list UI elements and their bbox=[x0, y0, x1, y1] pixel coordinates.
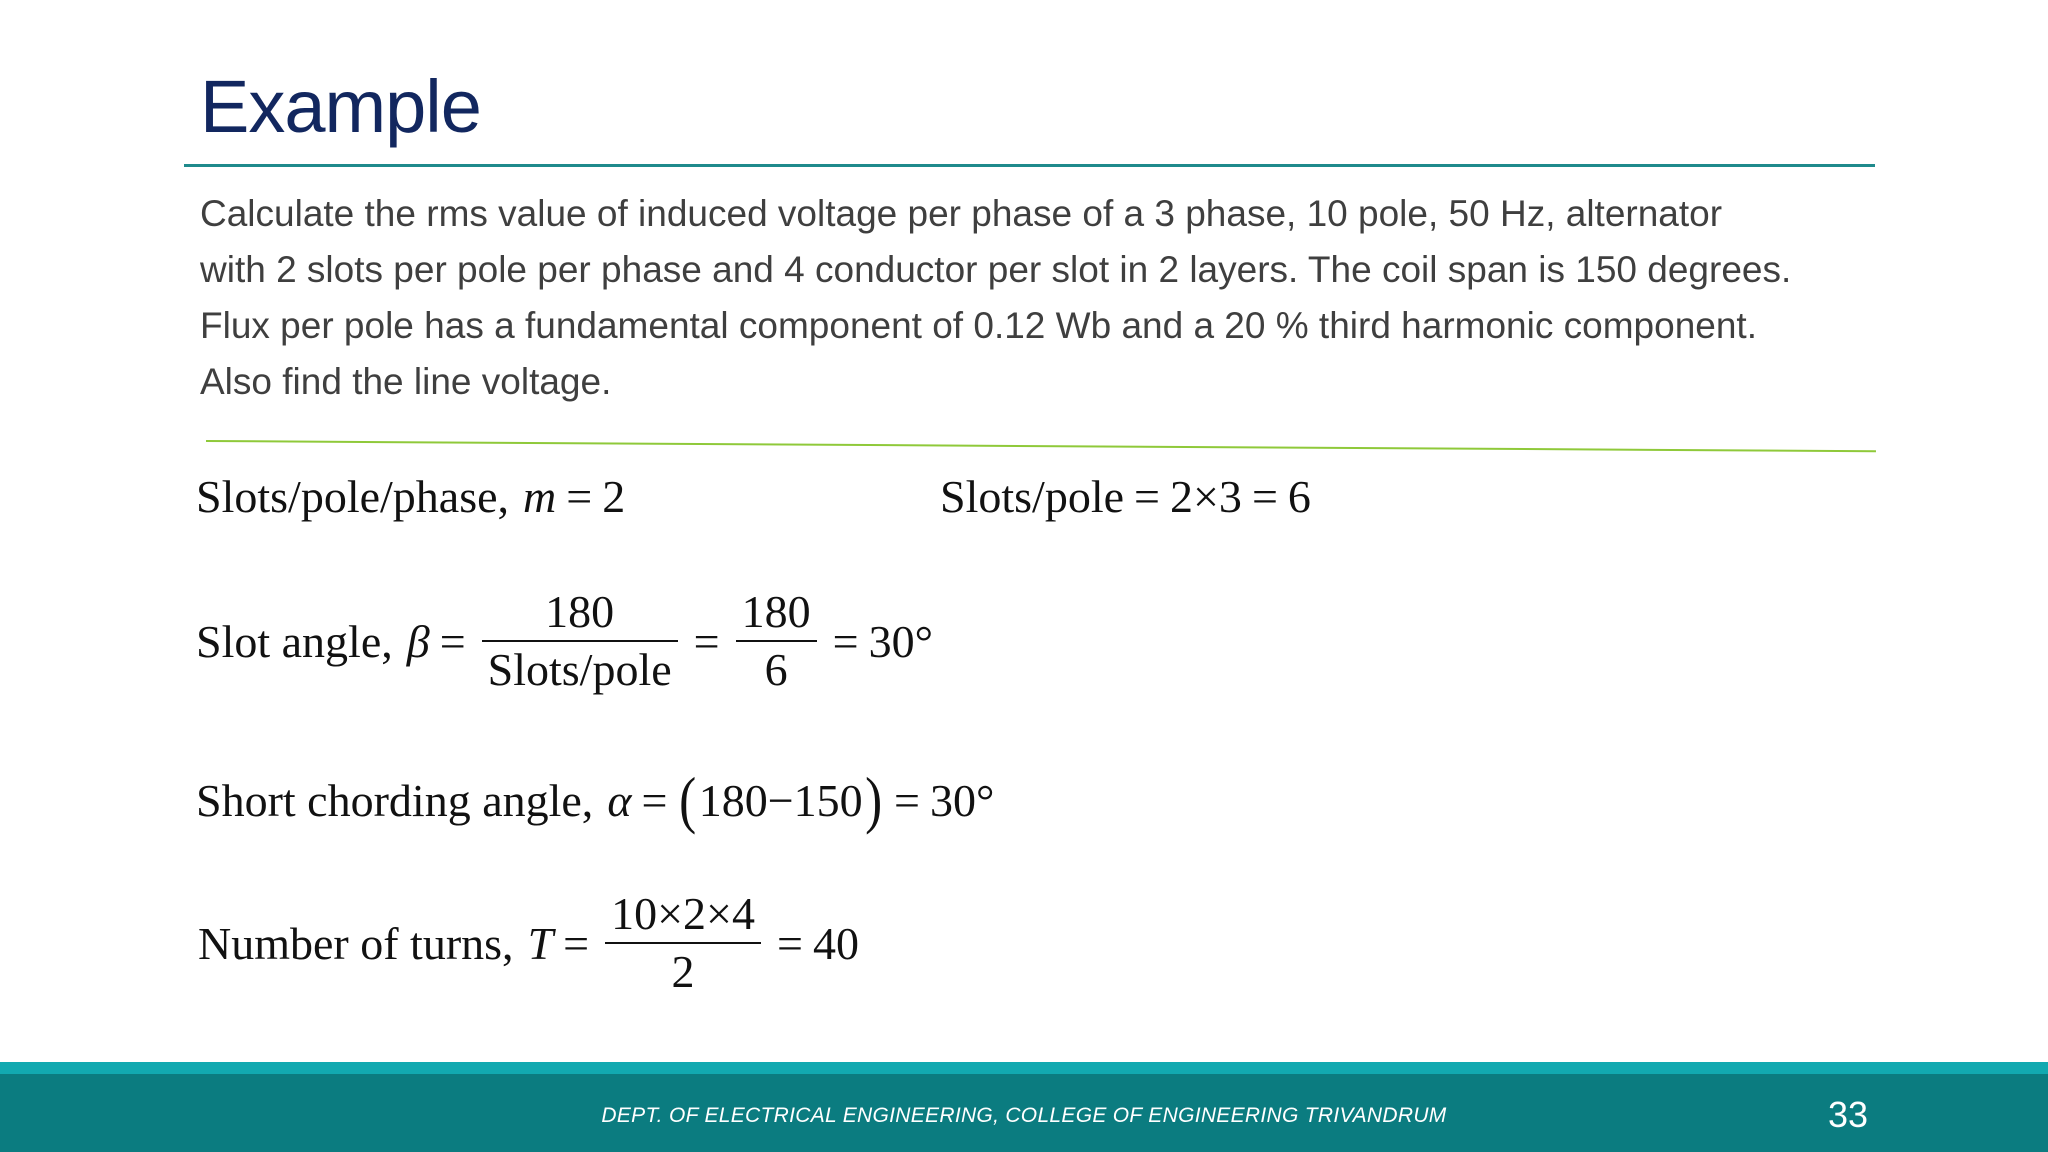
section-divider bbox=[206, 440, 1876, 452]
fraction-denominator: 6 bbox=[764, 644, 788, 696]
eq-label: Slots/pole/phase, bbox=[196, 471, 510, 522]
fraction bbox=[482, 588, 678, 695]
eq-variable: T bbox=[527, 917, 554, 969]
left-paren: ( bbox=[679, 764, 697, 835]
eq-variable: m bbox=[523, 471, 557, 522]
eq-equals: = bbox=[832, 615, 859, 667]
fraction-numerator: 10×2×4 bbox=[611, 888, 755, 939]
eq-value: 30° bbox=[868, 615, 933, 667]
equation-number-of-turns bbox=[198, 890, 859, 997]
problem-line: Calculate the rms value of induced voltage per phase of a 3 phase, 10 pole, 50 Hz, alternator bbox=[200, 193, 1723, 234]
eq-value: 6 bbox=[1287, 471, 1311, 522]
problem-line: Flux per pole has a fundamental component of 0.12 Wb and a 20 % third harmonic component. bbox=[200, 305, 1757, 346]
eq-expression: 180−150 bbox=[698, 774, 863, 826]
eq-equals: = bbox=[1134, 471, 1160, 522]
problem-line: with 2 slots per pole per phase and 4 conductor per slot in 2 layers. The coil span is 150 degrees. bbox=[200, 249, 1792, 290]
eq-equals: = bbox=[439, 615, 466, 667]
slide-title: Example bbox=[200, 65, 481, 148]
eq-expression: 2×3 bbox=[1169, 471, 1242, 522]
eq-label: Slot angle, bbox=[196, 615, 393, 667]
eq-equals: = bbox=[777, 917, 803, 969]
eq-value: 30° bbox=[929, 774, 995, 826]
eq-equals: = bbox=[641, 774, 668, 826]
equation-short-chording-angle bbox=[196, 764, 995, 835]
eq-equals: = bbox=[894, 774, 920, 826]
footer-bar bbox=[0, 1074, 2048, 1152]
eq-label: Number of turns, bbox=[198, 917, 514, 969]
fraction-denominator: Slots/pole bbox=[487, 644, 672, 696]
fraction bbox=[736, 588, 817, 695]
right-paren: ) bbox=[864, 764, 882, 835]
eq-equals: = bbox=[1251, 471, 1278, 522]
page-number: 33 bbox=[1827, 1094, 1868, 1135]
eq-equals: = bbox=[693, 615, 720, 667]
footer-accent-band bbox=[0, 1062, 2048, 1074]
equation-slot-angle bbox=[196, 588, 933, 695]
footer-department-text: DEPT. OF ELECTRICAL ENGINEERING, COLLEGE OF ENGINEERING TRIVANDRUM bbox=[601, 1104, 1447, 1127]
eq-equals: = bbox=[566, 471, 593, 522]
fraction-numerator: 180 bbox=[545, 586, 615, 637]
fraction-denominator: 2 bbox=[671, 946, 695, 998]
fraction-numerator: 180 bbox=[741, 586, 811, 637]
equation-slots-per-pole-per-phase bbox=[196, 470, 625, 523]
eq-variable: α bbox=[607, 774, 632, 826]
fraction bbox=[605, 890, 761, 997]
eq-value: 2 bbox=[602, 471, 626, 522]
eq-label: Slots/pole bbox=[940, 471, 1125, 522]
eq-label: Short chording angle, bbox=[196, 774, 594, 826]
eq-variable: β bbox=[406, 615, 430, 667]
problem-line: Also find the line voltage. bbox=[200, 361, 612, 402]
eq-equals: = bbox=[563, 917, 590, 969]
eq-value: 40 bbox=[812, 917, 859, 969]
title-divider bbox=[184, 164, 1875, 167]
equation-slots-per-pole bbox=[940, 470, 1311, 523]
problem-statement bbox=[200, 186, 1880, 410]
